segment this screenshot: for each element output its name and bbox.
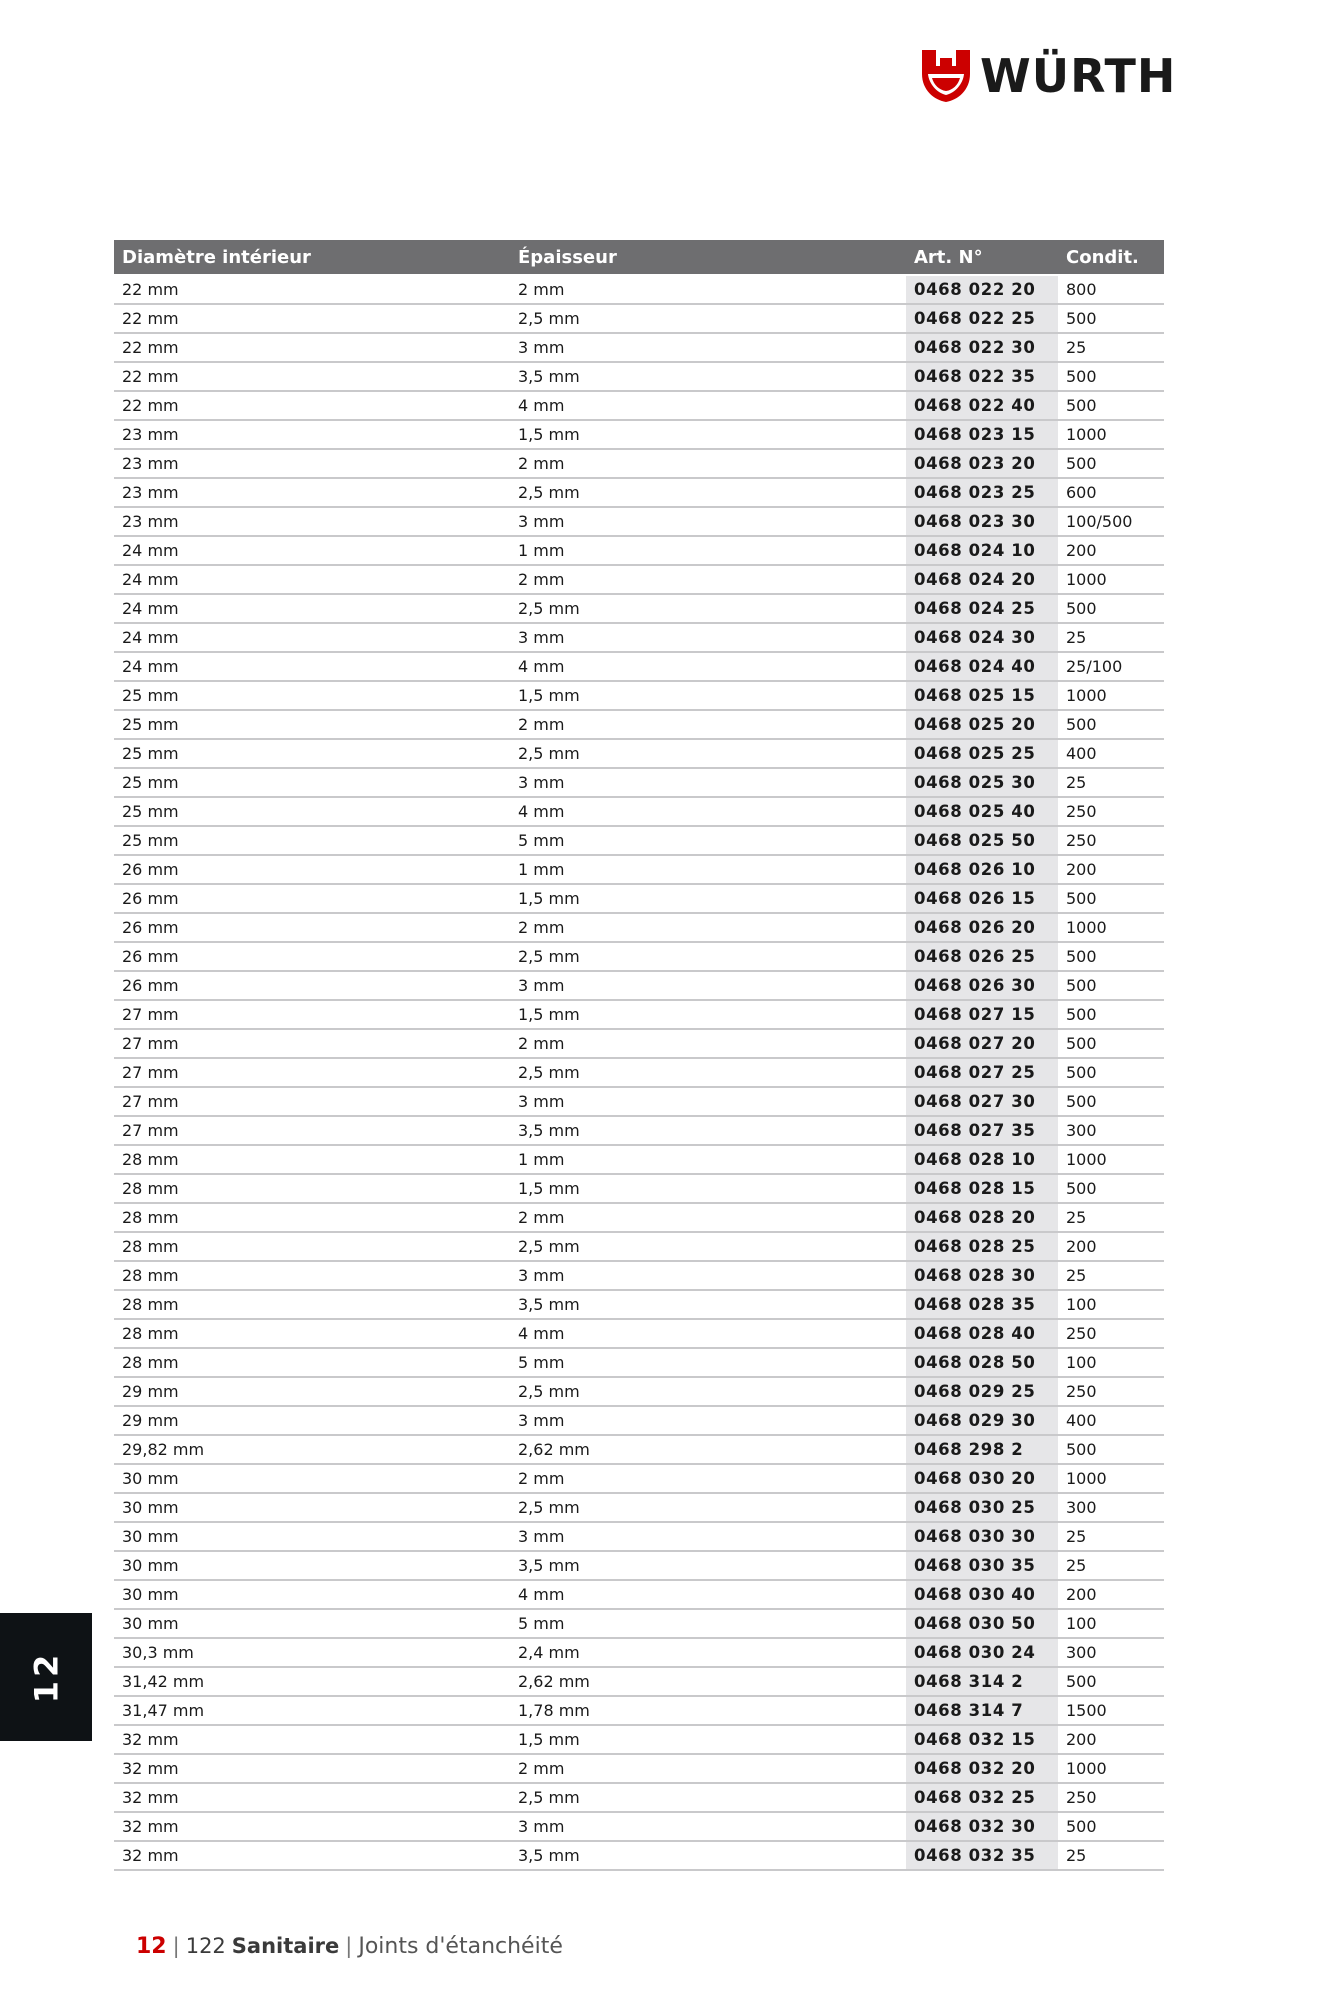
table-row bbox=[114, 1348, 1164, 1377]
article-number-cell: 0468 026 25 bbox=[906, 942, 1058, 971]
table-row bbox=[114, 826, 1164, 855]
packaging-cell: 1000 bbox=[1058, 565, 1164, 594]
table-row bbox=[114, 1754, 1164, 1783]
article-number-cell: 0468 028 40 bbox=[906, 1319, 1058, 1348]
article-number-cell: 0468 022 20 bbox=[906, 275, 1058, 304]
thickness-cell: 2,5 mm bbox=[510, 1232, 906, 1261]
thickness-cell: 4 mm bbox=[510, 652, 906, 681]
table-row bbox=[114, 1841, 1164, 1870]
packaging-cell: 500 bbox=[1058, 710, 1164, 739]
packaging-cell: 1000 bbox=[1058, 1464, 1164, 1493]
article-number-cell: 0468 022 30 bbox=[906, 333, 1058, 362]
table-row bbox=[114, 1319, 1164, 1348]
packaging-cell: 25 bbox=[1058, 1522, 1164, 1551]
packaging-cell: 500 bbox=[1058, 1812, 1164, 1841]
table-row bbox=[114, 1667, 1164, 1696]
thickness-cell: 3 mm bbox=[510, 1522, 906, 1551]
table-row bbox=[114, 565, 1164, 594]
table-row bbox=[114, 1522, 1164, 1551]
article-number-cell: 0468 026 15 bbox=[906, 884, 1058, 913]
header-inner-diameter: Diamètre intérieur bbox=[114, 240, 510, 275]
inner-diameter-cell: 30 mm bbox=[114, 1493, 510, 1522]
packaging-cell: 500 bbox=[1058, 1087, 1164, 1116]
footer-section: Sanitaire bbox=[231, 1934, 340, 1958]
inner-diameter-cell: 22 mm bbox=[114, 333, 510, 362]
table-row bbox=[114, 536, 1164, 565]
packaging-cell: 25 bbox=[1058, 333, 1164, 362]
article-number-cell: 0468 022 40 bbox=[906, 391, 1058, 420]
inner-diameter-cell: 29 mm bbox=[114, 1406, 510, 1435]
packaging-cell: 250 bbox=[1058, 1319, 1164, 1348]
packaging-cell: 600 bbox=[1058, 478, 1164, 507]
table-row bbox=[114, 1232, 1164, 1261]
brand-name: WÜRTH bbox=[980, 49, 1177, 103]
inner-diameter-cell: 28 mm bbox=[114, 1319, 510, 1348]
packaging-cell: 1500 bbox=[1058, 1696, 1164, 1725]
packaging-cell: 200 bbox=[1058, 1580, 1164, 1609]
inner-diameter-cell: 27 mm bbox=[114, 1029, 510, 1058]
article-number-cell: 0468 025 25 bbox=[906, 739, 1058, 768]
thickness-cell: 2 mm bbox=[510, 1464, 906, 1493]
inner-diameter-cell: 25 mm bbox=[114, 768, 510, 797]
article-number-cell: 0468 026 10 bbox=[906, 855, 1058, 884]
inner-diameter-cell: 23 mm bbox=[114, 478, 510, 507]
article-number-cell: 0468 032 30 bbox=[906, 1812, 1058, 1841]
thickness-cell: 3,5 mm bbox=[510, 362, 906, 391]
article-number-cell: 0468 028 15 bbox=[906, 1174, 1058, 1203]
article-number-cell: 0468 023 30 bbox=[906, 507, 1058, 536]
header-packaging: Condit. bbox=[1058, 240, 1164, 275]
thickness-cell: 1 mm bbox=[510, 536, 906, 565]
packaging-cell: 500 bbox=[1058, 1667, 1164, 1696]
inner-diameter-cell: 32 mm bbox=[114, 1841, 510, 1870]
table-row bbox=[114, 362, 1164, 391]
table-row bbox=[114, 333, 1164, 362]
inner-diameter-cell: 32 mm bbox=[114, 1783, 510, 1812]
thickness-cell: 3,5 mm bbox=[510, 1290, 906, 1319]
table-header-row bbox=[114, 240, 1164, 275]
packaging-cell: 100 bbox=[1058, 1609, 1164, 1638]
table-row bbox=[114, 1435, 1164, 1464]
packaging-cell: 500 bbox=[1058, 391, 1164, 420]
article-number-cell: 0468 024 25 bbox=[906, 594, 1058, 623]
table-row bbox=[114, 855, 1164, 884]
table-row bbox=[114, 594, 1164, 623]
inner-diameter-cell: 30,3 mm bbox=[114, 1638, 510, 1667]
table-row bbox=[114, 304, 1164, 333]
wurth-logo bbox=[922, 50, 1176, 102]
thickness-cell: 1,5 mm bbox=[510, 420, 906, 449]
inner-diameter-cell: 24 mm bbox=[114, 594, 510, 623]
inner-diameter-cell: 28 mm bbox=[114, 1348, 510, 1377]
header-article-number: Art. N° bbox=[906, 240, 1058, 275]
article-number-cell: 0468 025 50 bbox=[906, 826, 1058, 855]
packaging-cell: 1000 bbox=[1058, 420, 1164, 449]
packaging-cell: 400 bbox=[1058, 1406, 1164, 1435]
packaging-cell: 500 bbox=[1058, 1174, 1164, 1203]
table-row bbox=[114, 1058, 1164, 1087]
thickness-cell: 2,62 mm bbox=[510, 1435, 906, 1464]
table-row bbox=[114, 1493, 1164, 1522]
section-tab-number: 12 bbox=[27, 1650, 65, 1704]
packaging-cell: 500 bbox=[1058, 362, 1164, 391]
inner-diameter-cell: 24 mm bbox=[114, 536, 510, 565]
inner-diameter-cell: 22 mm bbox=[114, 391, 510, 420]
inner-diameter-cell: 26 mm bbox=[114, 913, 510, 942]
inner-diameter-cell: 30 mm bbox=[114, 1522, 510, 1551]
article-number-cell: 0468 030 25 bbox=[906, 1493, 1058, 1522]
inner-diameter-cell: 30 mm bbox=[114, 1580, 510, 1609]
article-number-cell: 0468 314 2 bbox=[906, 1667, 1058, 1696]
thickness-cell: 3,5 mm bbox=[510, 1551, 906, 1580]
inner-diameter-cell: 24 mm bbox=[114, 623, 510, 652]
thickness-cell: 1 mm bbox=[510, 1145, 906, 1174]
thickness-cell: 2,62 mm bbox=[510, 1667, 906, 1696]
packaging-cell: 1000 bbox=[1058, 681, 1164, 710]
footer-subsection: Joints d'étanchéité bbox=[358, 1934, 563, 1959]
footer-separator: | bbox=[172, 1934, 180, 1958]
inner-diameter-cell: 28 mm bbox=[114, 1174, 510, 1203]
table-row bbox=[114, 1087, 1164, 1116]
article-number-cell: 0468 028 10 bbox=[906, 1145, 1058, 1174]
table-row bbox=[114, 797, 1164, 826]
packaging-cell: 250 bbox=[1058, 797, 1164, 826]
inner-diameter-cell: 25 mm bbox=[114, 710, 510, 739]
packaging-cell: 500 bbox=[1058, 594, 1164, 623]
article-number-cell: 0468 298 2 bbox=[906, 1435, 1058, 1464]
inner-diameter-cell: 25 mm bbox=[114, 797, 510, 826]
table-row bbox=[114, 884, 1164, 913]
inner-diameter-cell: 27 mm bbox=[114, 1058, 510, 1087]
inner-diameter-cell: 32 mm bbox=[114, 1754, 510, 1783]
table-row bbox=[114, 1464, 1164, 1493]
thickness-cell: 1,5 mm bbox=[510, 1725, 906, 1754]
thickness-cell: 5 mm bbox=[510, 1609, 906, 1638]
article-number-cell: 0468 028 25 bbox=[906, 1232, 1058, 1261]
article-number-cell: 0468 022 35 bbox=[906, 362, 1058, 391]
packaging-cell: 200 bbox=[1058, 536, 1164, 565]
article-number-cell: 0468 314 7 bbox=[906, 1696, 1058, 1725]
packaging-cell: 100 bbox=[1058, 1290, 1164, 1319]
table-row bbox=[114, 1290, 1164, 1319]
thickness-cell: 2,5 mm bbox=[510, 1493, 906, 1522]
article-number-cell: 0468 032 15 bbox=[906, 1725, 1058, 1754]
packaging-cell: 500 bbox=[1058, 942, 1164, 971]
table-row bbox=[114, 275, 1164, 304]
thickness-cell: 1,5 mm bbox=[510, 1000, 906, 1029]
article-number-cell: 0468 027 20 bbox=[906, 1029, 1058, 1058]
table-row bbox=[114, 478, 1164, 507]
inner-diameter-cell: 25 mm bbox=[114, 826, 510, 855]
table-row bbox=[114, 1638, 1164, 1667]
thickness-cell: 2 mm bbox=[510, 449, 906, 478]
packaging-cell: 250 bbox=[1058, 826, 1164, 855]
packaging-cell: 25 bbox=[1058, 1551, 1164, 1580]
article-number-cell: 0468 027 30 bbox=[906, 1087, 1058, 1116]
table-row bbox=[114, 1000, 1164, 1029]
wurth-emblem-icon bbox=[922, 50, 970, 102]
article-number-cell: 0468 028 30 bbox=[906, 1261, 1058, 1290]
packaging-cell: 500 bbox=[1058, 1029, 1164, 1058]
thickness-cell: 3 mm bbox=[510, 768, 906, 797]
packaging-cell: 200 bbox=[1058, 1232, 1164, 1261]
thickness-cell: 1,78 mm bbox=[510, 1696, 906, 1725]
thickness-cell: 4 mm bbox=[510, 1319, 906, 1348]
table-row bbox=[114, 449, 1164, 478]
packaging-cell: 250 bbox=[1058, 1783, 1164, 1812]
article-number-cell: 0468 023 15 bbox=[906, 420, 1058, 449]
packaging-cell: 100 bbox=[1058, 1348, 1164, 1377]
inner-diameter-cell: 23 mm bbox=[114, 507, 510, 536]
page-footer bbox=[136, 1934, 563, 1959]
table-row bbox=[114, 1406, 1164, 1435]
article-number-cell: 0468 030 30 bbox=[906, 1522, 1058, 1551]
inner-diameter-cell: 25 mm bbox=[114, 681, 510, 710]
table-row bbox=[114, 1609, 1164, 1638]
article-number-cell: 0468 030 35 bbox=[906, 1551, 1058, 1580]
inner-diameter-cell: 22 mm bbox=[114, 362, 510, 391]
inner-diameter-cell: 24 mm bbox=[114, 565, 510, 594]
packaging-cell: 300 bbox=[1058, 1116, 1164, 1145]
thickness-cell: 2,4 mm bbox=[510, 1638, 906, 1667]
table-row bbox=[114, 739, 1164, 768]
article-number-cell: 0468 023 20 bbox=[906, 449, 1058, 478]
inner-diameter-cell: 28 mm bbox=[114, 1261, 510, 1290]
table-row bbox=[114, 1203, 1164, 1232]
thickness-cell: 2 mm bbox=[510, 1203, 906, 1232]
table-row bbox=[114, 681, 1164, 710]
table-row bbox=[114, 652, 1164, 681]
article-number-cell: 0468 027 15 bbox=[906, 1000, 1058, 1029]
article-number-cell: 0468 032 20 bbox=[906, 1754, 1058, 1783]
inner-diameter-cell: 26 mm bbox=[114, 971, 510, 1000]
thickness-cell: 2,5 mm bbox=[510, 478, 906, 507]
thickness-cell: 2 mm bbox=[510, 913, 906, 942]
inner-diameter-cell: 22 mm bbox=[114, 304, 510, 333]
thickness-cell: 3 mm bbox=[510, 971, 906, 1000]
packaging-cell: 100/500 bbox=[1058, 507, 1164, 536]
table-row bbox=[114, 1029, 1164, 1058]
article-number-cell: 0468 030 50 bbox=[906, 1609, 1058, 1638]
thickness-cell: 2,5 mm bbox=[510, 739, 906, 768]
inner-diameter-cell: 27 mm bbox=[114, 1087, 510, 1116]
article-number-cell: 0468 024 40 bbox=[906, 652, 1058, 681]
packaging-cell: 500 bbox=[1058, 1435, 1164, 1464]
table-row bbox=[114, 1145, 1164, 1174]
article-number-cell: 0468 025 20 bbox=[906, 710, 1058, 739]
article-number-cell: 0468 022 25 bbox=[906, 304, 1058, 333]
table-row bbox=[114, 1783, 1164, 1812]
packaging-cell: 25 bbox=[1058, 1841, 1164, 1870]
table-row bbox=[114, 768, 1164, 797]
inner-diameter-cell: 28 mm bbox=[114, 1203, 510, 1232]
article-number-cell: 0468 030 20 bbox=[906, 1464, 1058, 1493]
table-row bbox=[114, 971, 1164, 1000]
article-number-cell: 0468 024 10 bbox=[906, 536, 1058, 565]
thickness-cell: 4 mm bbox=[510, 797, 906, 826]
inner-diameter-cell: 23 mm bbox=[114, 420, 510, 449]
packaging-cell: 25 bbox=[1058, 623, 1164, 652]
packaging-cell: 25 bbox=[1058, 768, 1164, 797]
article-number-cell: 0468 023 25 bbox=[906, 478, 1058, 507]
product-table bbox=[114, 240, 1164, 1871]
inner-diameter-cell: 24 mm bbox=[114, 652, 510, 681]
packaging-cell: 1000 bbox=[1058, 913, 1164, 942]
header-thickness: Épaisseur bbox=[510, 240, 906, 275]
article-number-cell: 0468 025 15 bbox=[906, 681, 1058, 710]
thickness-cell: 3 mm bbox=[510, 1812, 906, 1841]
thickness-cell: 2 mm bbox=[510, 710, 906, 739]
thickness-cell: 2,5 mm bbox=[510, 1377, 906, 1406]
thickness-cell: 3 mm bbox=[510, 507, 906, 536]
article-number-cell: 0468 025 30 bbox=[906, 768, 1058, 797]
inner-diameter-cell: 28 mm bbox=[114, 1145, 510, 1174]
table-row bbox=[114, 710, 1164, 739]
table-row bbox=[114, 420, 1164, 449]
article-number-cell: 0468 025 40 bbox=[906, 797, 1058, 826]
table-row bbox=[114, 391, 1164, 420]
page-number: 12 bbox=[136, 1934, 167, 1959]
inner-diameter-cell: 30 mm bbox=[114, 1609, 510, 1638]
inner-diameter-cell: 32 mm bbox=[114, 1812, 510, 1841]
article-number-cell: 0468 027 35 bbox=[906, 1116, 1058, 1145]
packaging-cell: 1000 bbox=[1058, 1145, 1164, 1174]
packaging-cell: 500 bbox=[1058, 1000, 1164, 1029]
article-number-cell: 0468 024 30 bbox=[906, 623, 1058, 652]
thickness-cell: 3 mm bbox=[510, 623, 906, 652]
table-row bbox=[114, 1696, 1164, 1725]
thickness-cell: 2 mm bbox=[510, 1754, 906, 1783]
packaging-cell: 25/100 bbox=[1058, 652, 1164, 681]
table-row bbox=[114, 1261, 1164, 1290]
table-row bbox=[114, 1812, 1164, 1841]
thickness-cell: 1,5 mm bbox=[510, 884, 906, 913]
inner-diameter-cell: 28 mm bbox=[114, 1290, 510, 1319]
packaging-cell: 500 bbox=[1058, 1058, 1164, 1087]
packaging-cell: 300 bbox=[1058, 1638, 1164, 1667]
packaging-cell: 500 bbox=[1058, 884, 1164, 913]
inner-diameter-cell: 30 mm bbox=[114, 1464, 510, 1493]
article-number-cell: 0468 030 40 bbox=[906, 1580, 1058, 1609]
article-number-cell: 0468 028 20 bbox=[906, 1203, 1058, 1232]
inner-diameter-cell: 29,82 mm bbox=[114, 1435, 510, 1464]
table-row bbox=[114, 913, 1164, 942]
inner-diameter-cell: 22 mm bbox=[114, 275, 510, 304]
thickness-cell: 3 mm bbox=[510, 1261, 906, 1290]
article-number-cell: 0468 029 30 bbox=[906, 1406, 1058, 1435]
packaging-cell: 300 bbox=[1058, 1493, 1164, 1522]
packaging-cell: 500 bbox=[1058, 971, 1164, 1000]
article-number-cell: 0468 028 35 bbox=[906, 1290, 1058, 1319]
article-number-cell: 0468 027 25 bbox=[906, 1058, 1058, 1087]
inner-diameter-cell: 31,42 mm bbox=[114, 1667, 510, 1696]
inner-diameter-cell: 23 mm bbox=[114, 449, 510, 478]
inner-diameter-cell: 32 mm bbox=[114, 1725, 510, 1754]
packaging-cell: 25 bbox=[1058, 1261, 1164, 1290]
table-row bbox=[114, 507, 1164, 536]
inner-diameter-cell: 27 mm bbox=[114, 1000, 510, 1029]
article-number-cell: 0468 028 50 bbox=[906, 1348, 1058, 1377]
table-row bbox=[114, 1725, 1164, 1754]
article-number-cell: 0468 029 25 bbox=[906, 1377, 1058, 1406]
packaging-cell: 25 bbox=[1058, 1203, 1164, 1232]
article-number-cell: 0468 030 24 bbox=[906, 1638, 1058, 1667]
article-number-cell: 0468 032 25 bbox=[906, 1783, 1058, 1812]
packaging-cell: 200 bbox=[1058, 1725, 1164, 1754]
thickness-cell: 3,5 mm bbox=[510, 1841, 906, 1870]
article-number-cell: 0468 026 30 bbox=[906, 971, 1058, 1000]
thickness-cell: 1,5 mm bbox=[510, 1174, 906, 1203]
thickness-cell: 4 mm bbox=[510, 1580, 906, 1609]
inner-diameter-cell: 29 mm bbox=[114, 1377, 510, 1406]
table-row bbox=[114, 942, 1164, 971]
inner-diameter-cell: 31,47 mm bbox=[114, 1696, 510, 1725]
thickness-cell: 3 mm bbox=[510, 1406, 906, 1435]
thickness-cell: 2,5 mm bbox=[510, 304, 906, 333]
packaging-cell: 1000 bbox=[1058, 1754, 1164, 1783]
inner-diameter-cell: 26 mm bbox=[114, 942, 510, 971]
article-number-cell: 0468 032 35 bbox=[906, 1841, 1058, 1870]
table-row bbox=[114, 623, 1164, 652]
thickness-cell: 5 mm bbox=[510, 826, 906, 855]
packaging-cell: 400 bbox=[1058, 739, 1164, 768]
table-row bbox=[114, 1580, 1164, 1609]
thickness-cell: 2,5 mm bbox=[510, 594, 906, 623]
inner-diameter-cell: 26 mm bbox=[114, 884, 510, 913]
thickness-cell: 2 mm bbox=[510, 275, 906, 304]
packaging-cell: 250 bbox=[1058, 1377, 1164, 1406]
table-row bbox=[114, 1116, 1164, 1145]
table-row bbox=[114, 1174, 1164, 1203]
table-row bbox=[114, 1377, 1164, 1406]
inner-diameter-cell: 27 mm bbox=[114, 1116, 510, 1145]
thickness-cell: 3 mm bbox=[510, 333, 906, 362]
thickness-cell: 4 mm bbox=[510, 391, 906, 420]
inner-diameter-cell: 28 mm bbox=[114, 1232, 510, 1261]
thickness-cell: 2 mm bbox=[510, 565, 906, 594]
thickness-cell: 2,5 mm bbox=[510, 942, 906, 971]
packaging-cell: 200 bbox=[1058, 855, 1164, 884]
thickness-cell: 5 mm bbox=[510, 1348, 906, 1377]
packaging-cell: 500 bbox=[1058, 449, 1164, 478]
thickness-cell: 1,5 mm bbox=[510, 681, 906, 710]
article-number-cell: 0468 026 20 bbox=[906, 913, 1058, 942]
packaging-cell: 500 bbox=[1058, 304, 1164, 333]
total-pages: 122 bbox=[185, 1934, 226, 1958]
thickness-cell: 3 mm bbox=[510, 1087, 906, 1116]
article-number-cell: 0468 024 20 bbox=[906, 565, 1058, 594]
thickness-cell: 2 mm bbox=[510, 1029, 906, 1058]
thickness-cell: 2,5 mm bbox=[510, 1058, 906, 1087]
table-row bbox=[114, 1551, 1164, 1580]
thickness-cell: 3,5 mm bbox=[510, 1116, 906, 1145]
section-tab bbox=[0, 1613, 92, 1741]
footer-separator-2: | bbox=[345, 1934, 353, 1958]
thickness-cell: 2,5 mm bbox=[510, 1783, 906, 1812]
packaging-cell: 800 bbox=[1058, 275, 1164, 304]
inner-diameter-cell: 30 mm bbox=[114, 1551, 510, 1580]
inner-diameter-cell: 26 mm bbox=[114, 855, 510, 884]
inner-diameter-cell: 25 mm bbox=[114, 739, 510, 768]
thickness-cell: 1 mm bbox=[510, 855, 906, 884]
